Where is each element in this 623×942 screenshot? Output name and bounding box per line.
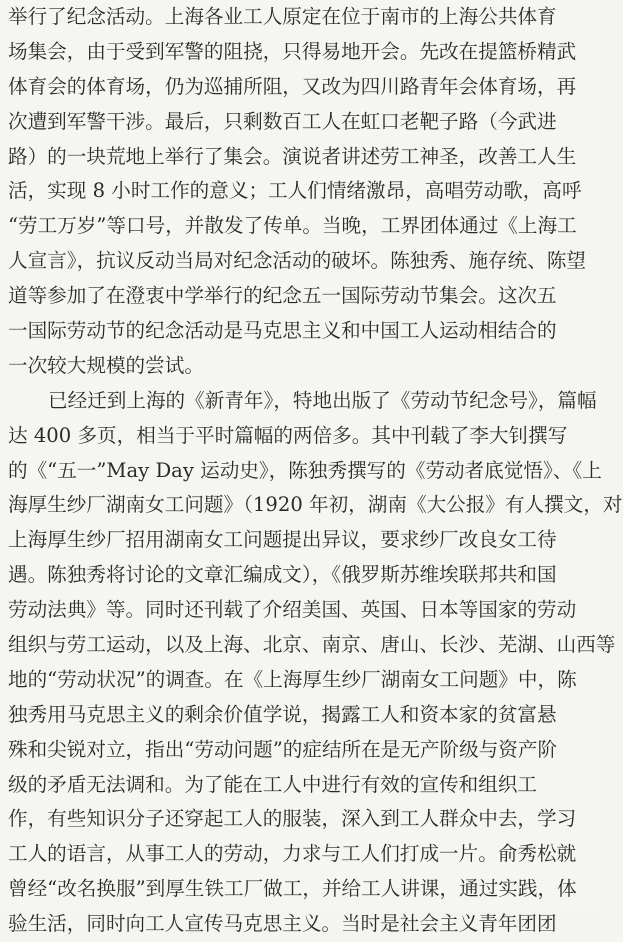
text-line-indented: 已经迁到上海的《新青年》，特地出版了《劳动节纪念号》，篇幅	[48, 388, 597, 412]
body-text	[8, 0, 623, 942]
text-line: 体育会的体育场，仍为巡捕所阻，又改为四川路青年会体育场，再	[8, 74, 577, 98]
text-line: 劳动法典》等。同时还刊载了介绍美国、英国、日本等国家的劳动	[8, 598, 577, 622]
text-line: 的《“五一”May Day 运动史》，陈独秀撰写的《劳动者底觉悟》、《上	[8, 458, 602, 482]
text-line: 上海厚生纱厂招用湖南女工问题提出异议，要求纱厂改良女工待	[8, 528, 557, 552]
text-line: 遇。陈独秀将讨论的文章汇编成文），《俄罗斯苏维埃联邦共和国	[8, 563, 557, 587]
text-line: 殊和尖锐对立，指出“劳动问题”的症结所在是无产阶级与资产阶	[8, 737, 558, 761]
text-line: 一国际劳动节的纪念活动是马克思主义和中国工人运动相结合的	[8, 319, 557, 343]
text-line: 海厚生纱厂湖南女工问题》（1920 年初，湖南《大公报》有人撰文，对	[8, 493, 623, 517]
paragraph-1	[8, 0, 592, 384]
text-line: 曾经“改名换服”到厚生铁工厂做工，并给工人讲课，通过实践，体	[8, 877, 577, 901]
text-line: 活，实现 8 小时工作的意义；工人们情绪激昂，高唱劳动歌，高呼	[8, 179, 582, 203]
text-line: 一次较大规模的尝试。	[8, 353, 204, 377]
text-line: 路）的一块荒地上举行了集会。演说者讲述劳工神圣，改善工人生	[8, 144, 577, 168]
text-line: 次遭到军警干涉。最后，只剩数百工人在虹口老靶子路（今武进	[8, 109, 557, 133]
paragraph-2	[8, 384, 623, 942]
text-line: “劳工万岁”等口号，并散发了传单。当晚，工界团体通过《上海工	[8, 214, 577, 238]
text-line: 组织与劳工运动，以及上海、北京、南京、唐山、长沙、芜湖、山西等	[8, 633, 616, 657]
text-line: 级的矛盾无法调和。为了能在工人中进行有效的宣传和组织工	[8, 772, 538, 796]
text-line: 举行了纪念活动。上海各业工人原定在位于南市的上海公共体育	[8, 5, 557, 28]
text-line: 地的“劳动状况”的调查。在《上海厚生纱厂湖南女工问题》中，陈	[8, 667, 577, 691]
text-line: 验生活，同时向工人宣传马克思主义。当时是社会主义青年团团	[8, 912, 557, 936]
text-line: 场集会，由于受到军警的阻挠，只得易地开会。先改在提篮桥精武	[8, 39, 577, 63]
text-line: 独秀用马克思主义的剩余价值学说，揭露工人和资本家的贫富悬	[8, 702, 557, 726]
text-line: 作，有些知识分子还穿起工人的服装，深入到工人群众中去，学习	[8, 807, 577, 831]
text-line: 达 400 多页，相当于平时篇幅的两倍多。其中刊载了李大钊撰写	[8, 423, 568, 447]
text-line: 人宣言》，抗议反动当局对纪念活动的破坏。陈独秀、施存统、陈望	[8, 249, 587, 273]
text-line: 工人的语言，从事工人的劳动，力求与工人们打成一片。俞秀松就	[8, 842, 577, 866]
text-line: 道等参加了在澄衷中学举行的纪念五一国际劳动节集会。这次五	[8, 284, 557, 308]
